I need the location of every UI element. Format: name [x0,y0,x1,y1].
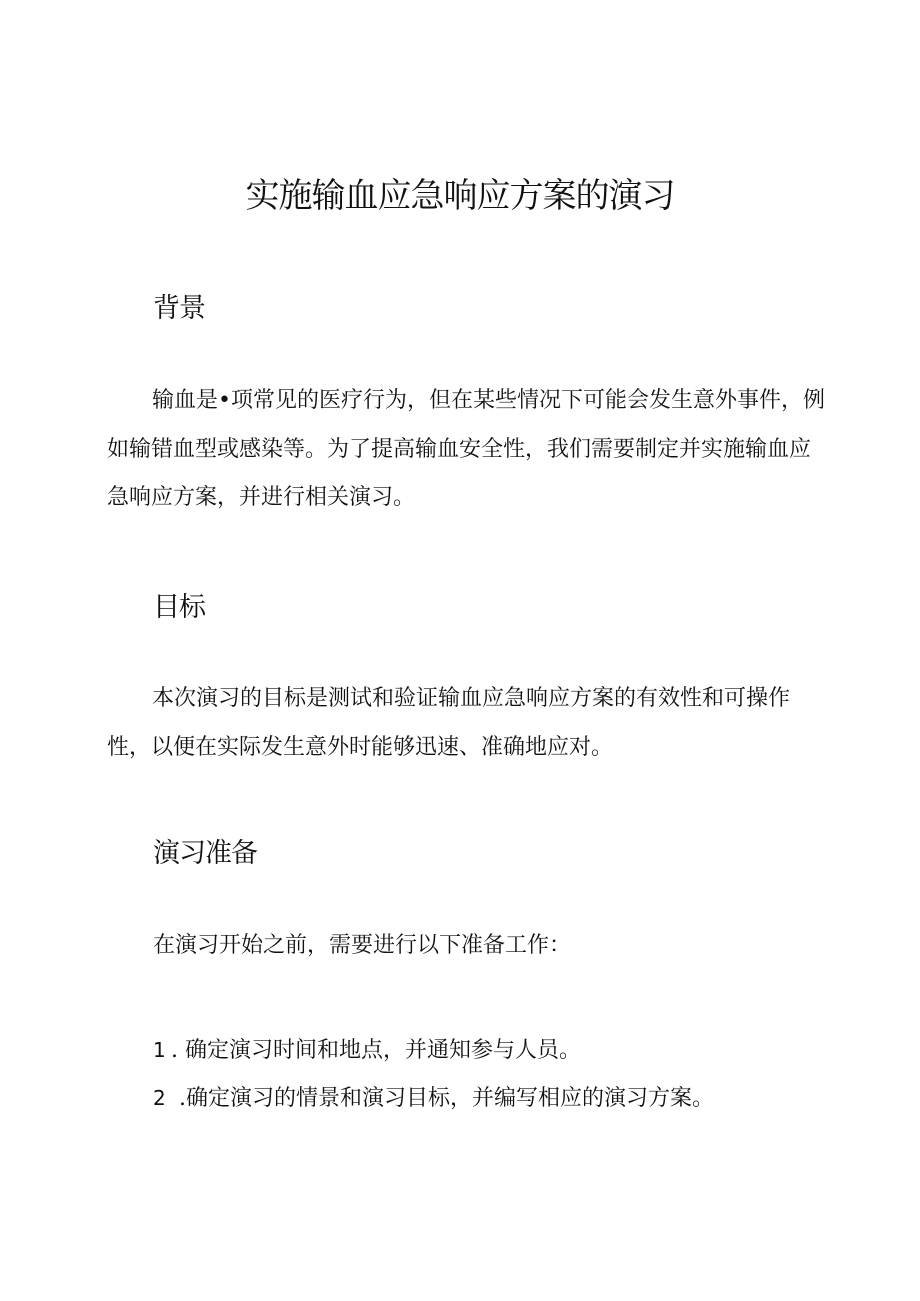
preparation-list [153,1035,714,1131]
list-item-number: 1 [153,1038,166,1062]
list-item [153,1083,714,1131]
list-item-text: .确定演习的情景和演习目标，并编写相应的演习方案。 [179,1086,714,1111]
section-heading-background: 背景 [153,293,205,324]
document-title: 实施输血应急响应方案的演习 [245,176,675,216]
section-heading-preparation: 演习准备 [153,838,257,869]
section-heading-goal: 目标 [153,592,205,623]
goal-paragraph: 本次演习的目标是测试和验证输血应急响应方案的有效性和可操作性，以便在实际发生意外时能够迅速、准确地应对。 [107,686,791,760]
background-paragraph: 输血是•项常见的医疗行为，但在某些情况下可能会发生意外事件，例如输错血型或感染等。为了提高输血安全性，我们需要制定并实施输血应急响应方案，并进行相关演习。 [107,388,825,510]
list-item-number: 2 [153,1086,166,1110]
list-item [153,1035,714,1083]
list-item-text: . 确定演习时间和地点，并通知参与人员。 [171,1038,581,1063]
preparation-intro: 在演习开始之前，需要进行以下准备工作： [153,933,572,958]
